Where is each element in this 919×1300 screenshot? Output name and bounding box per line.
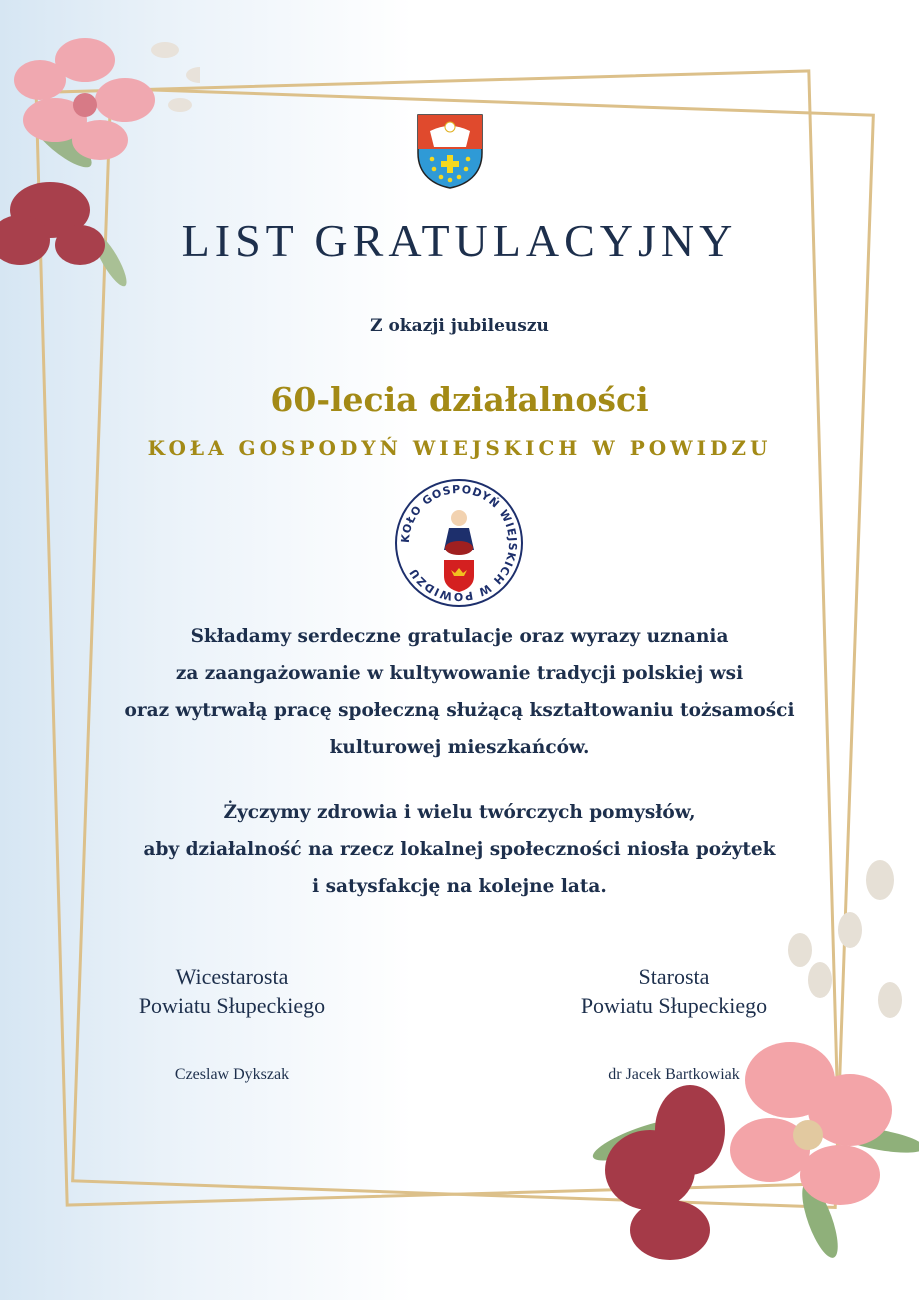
paragraph-line: Życzymy zdrowia i wielu twórczych pomysłów, — [223, 802, 696, 823]
kgw-logo-text: KOŁO GOSPODYŃ WIEJSKICH W POWIDZU — [398, 482, 520, 604]
occasion-text: Z okazji jubileuszu — [370, 316, 549, 336]
paragraph-line: oraz wytrwałą pracę społeczną służącą kształtowaniu tożsamości — [124, 700, 795, 721]
signature-block-vice-starost — [82, 962, 382, 1020]
signature-role: Starosta — [638, 964, 710, 989]
signature-role: Wicestarosta — [175, 964, 289, 989]
document-title: LIST GRATULACYJNY — [181, 215, 738, 266]
organization-name: KOŁA GOSPODYŃ WIEJSKICH W POWIDZU — [147, 436, 772, 460]
signature-office: Powiatu Słupeckiego — [580, 993, 768, 1018]
congratulations-paragraph — [0, 618, 919, 766]
paragraph-line: Składamy serdeczne gratulacje oraz wyrazy uznania — [190, 626, 729, 647]
wishes-paragraph — [0, 794, 919, 905]
paragraph-line: i satysfakcję na kolejne lata. — [312, 876, 607, 897]
signature-name: dr Jacek Bartkowiak — [608, 1066, 740, 1083]
signature-name: Czeslaw Dykszak — [174, 1066, 290, 1083]
kgw-logo — [394, 478, 524, 608]
paragraph-line: za zaangażowanie w kultywowanie tradycji polskiej wsi — [175, 663, 744, 684]
signature-office: Powiatu Słupeckiego — [138, 993, 326, 1018]
signature-block-starost — [524, 962, 824, 1020]
paragraph-line: aby działalność na rzecz lokalnej społeczności niosła pożytek — [143, 839, 776, 860]
powiat-coat-of-arms — [416, 113, 484, 189]
anniversary-text: 60-lecia działalności — [270, 380, 649, 419]
paragraph-line: kulturowej mieszkańców. — [329, 737, 590, 758]
